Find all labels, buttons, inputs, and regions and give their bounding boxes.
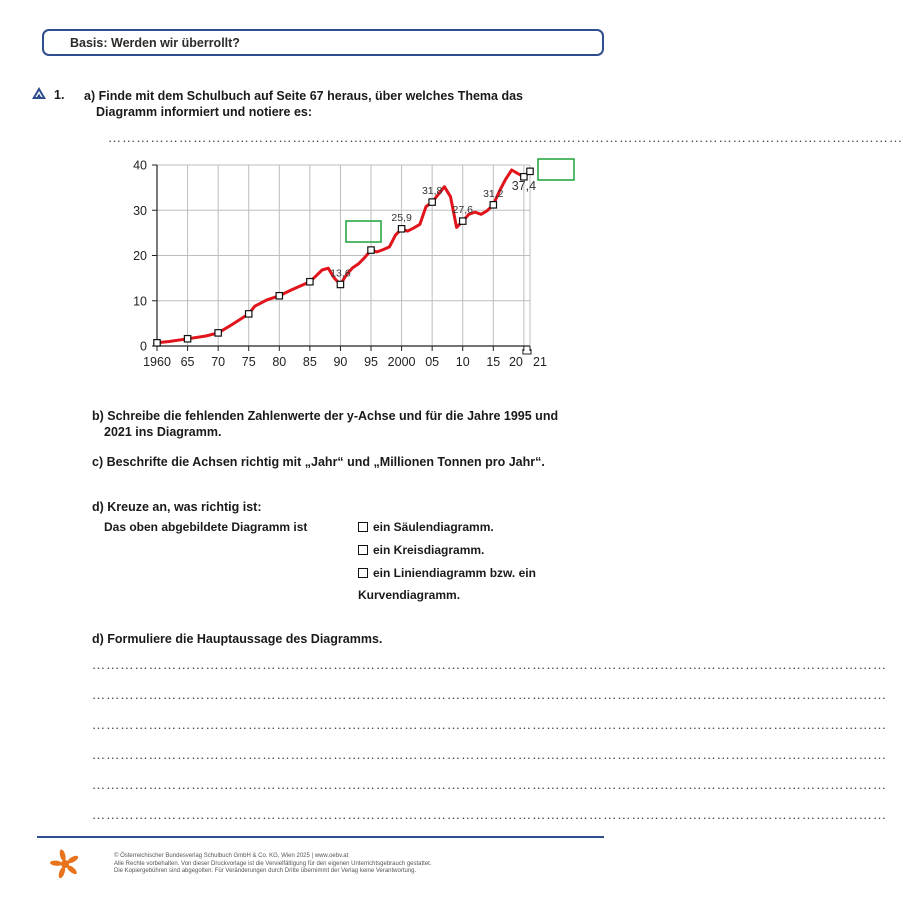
x-tick-label: 65 xyxy=(180,355,195,369)
footer-copyright: © Österreichischer Bundesverlag Schulbuch GmbH & Co. KG, Wien 2025 | www.oebv.at Alle Rechte vorbehalten. Von dieser Druckvorlage ist die Vervielfältigung für den eigenen Unterrichtsgebrauch gestattet. Die Kopiergebühren sind abgegolten. Für Veränderungen durch Dritte übernimmt der Verlag keine Verantwortung. xyxy=(114,853,432,874)
y-tick-label: 0 xyxy=(140,339,147,354)
data-label: 31,2 xyxy=(483,187,504,200)
answer-line-3[interactable]: …………………………………………………………………………………………………………………………………………………… xyxy=(92,717,888,732)
answer-box-1995[interactable] xyxy=(346,221,381,242)
task-d2-title: d) Formuliere die Hauptaussage des Diagramms. xyxy=(92,632,383,646)
answer-line-5[interactable]: …………………………………………………………………………………………………………………………………………………… xyxy=(92,777,888,792)
data-label: 25,9 xyxy=(391,211,412,224)
checkbox-icon[interactable] xyxy=(358,522,368,532)
task-b-line2: 2021 ins Diagramm. xyxy=(104,425,222,439)
y-tick-label: 40 xyxy=(133,158,147,173)
x-tick-label: 10 xyxy=(455,355,470,369)
publisher-logo-icon xyxy=(50,849,80,879)
task-c-line: c) Beschrifte die Achsen richtig mit „Jahr“ und „Millionen Tonnen pro Jahr“. xyxy=(92,455,545,469)
x-tick-label: 2000 xyxy=(387,355,416,369)
y-tick-label: 30 xyxy=(133,203,147,218)
series-line xyxy=(157,170,530,343)
footer-divider xyxy=(37,836,604,838)
data-point-marker xyxy=(337,281,343,287)
data-label: 37,4 xyxy=(511,178,537,193)
task-a-line1: a) Finde mit dem Schulbuch auf Seite 67 heraus, über welches Thema das xyxy=(84,89,524,103)
page-title: Basis: Werden wir überrollt? xyxy=(70,36,240,50)
option-liniendiagramm-cont: Kurvendiagramm. xyxy=(358,588,461,602)
chart-grid xyxy=(157,165,530,346)
data-point-marker xyxy=(246,311,252,317)
data-label: 31,8 xyxy=(421,185,443,198)
data-point-marker xyxy=(527,168,533,174)
answer-box-2021[interactable] xyxy=(538,159,574,180)
task-d1-prompt: Das oben abgebildete Diagramm ist xyxy=(104,520,308,534)
x-tick-label: 20 xyxy=(508,355,523,369)
x-tick-label: 70 xyxy=(211,355,226,369)
y-tick-label: 20 xyxy=(133,249,147,263)
data-point-marker xyxy=(307,279,313,285)
answer-line-2[interactable]: …………………………………………………………………………………………………………………………………………………… xyxy=(92,687,888,702)
x-tick-label: 90 xyxy=(333,355,348,369)
option-saeulendiagramm[interactable]: ein Säulendiagramm. xyxy=(358,520,494,534)
chart-axes xyxy=(152,165,531,354)
option-kreisdiagramm[interactable]: ein Kreisdiagramm. xyxy=(358,543,484,557)
checkbox-icon[interactable] xyxy=(358,568,368,578)
y-tick-label: 10 xyxy=(133,294,147,309)
data-point-marker xyxy=(368,247,374,253)
checkbox-icon[interactable] xyxy=(358,545,368,555)
data-labels xyxy=(330,179,536,280)
data-label: 27,6 xyxy=(452,204,473,217)
data-point-marker xyxy=(184,336,190,342)
basis-level-icon xyxy=(31,86,47,100)
y-tick-labels xyxy=(133,159,147,354)
x-tick-label: 21 xyxy=(533,355,547,369)
option-liniendiagramm[interactable]: ein Liniendiagramm bzw. ein xyxy=(358,566,536,580)
task-b-line1: b) Schreibe die fehlenden Zahlenwerte der y-Achse und für die Jahre 1995 und xyxy=(92,409,559,423)
data-point-marker xyxy=(276,293,282,299)
line-chart xyxy=(120,150,590,380)
x-tick-labels xyxy=(143,355,547,369)
data-point-marker xyxy=(215,330,221,336)
data-point-marker xyxy=(154,340,160,346)
series-markers xyxy=(154,168,533,346)
data-point-marker xyxy=(460,218,466,224)
task-a-line2: Diagramm informiert und notiere es: xyxy=(96,105,313,119)
x-tick-label: 80 xyxy=(272,355,287,369)
answer-line-4[interactable]: …………………………………………………………………………………………………………………………………………………… xyxy=(92,747,888,762)
data-point-marker xyxy=(398,226,404,232)
answer-line-a[interactable]: …………………………………………………………………………………………………………………………………………………… xyxy=(108,130,903,145)
data-point-marker xyxy=(490,202,496,208)
x-tick-label: 75 xyxy=(241,355,256,369)
answer-line-1[interactable]: …………………………………………………………………………………………………………………………………………………… xyxy=(92,657,888,672)
x-tick-label: 1960 xyxy=(143,355,171,369)
data-label: 13,6 xyxy=(330,267,351,280)
answer-line-6[interactable]: …………………………………………………………………………………………………………………………………………………… xyxy=(92,807,888,822)
data-point-marker xyxy=(429,199,435,205)
x-tick-label: 95 xyxy=(364,355,378,369)
x-tick-label: 15 xyxy=(486,355,501,369)
x-tick-label: 05 xyxy=(425,355,440,369)
task-number: 1. xyxy=(54,88,65,102)
task-d1-title: d) Kreuze an, was richtig ist: xyxy=(92,500,262,514)
x-tick-label: 85 xyxy=(302,355,317,369)
